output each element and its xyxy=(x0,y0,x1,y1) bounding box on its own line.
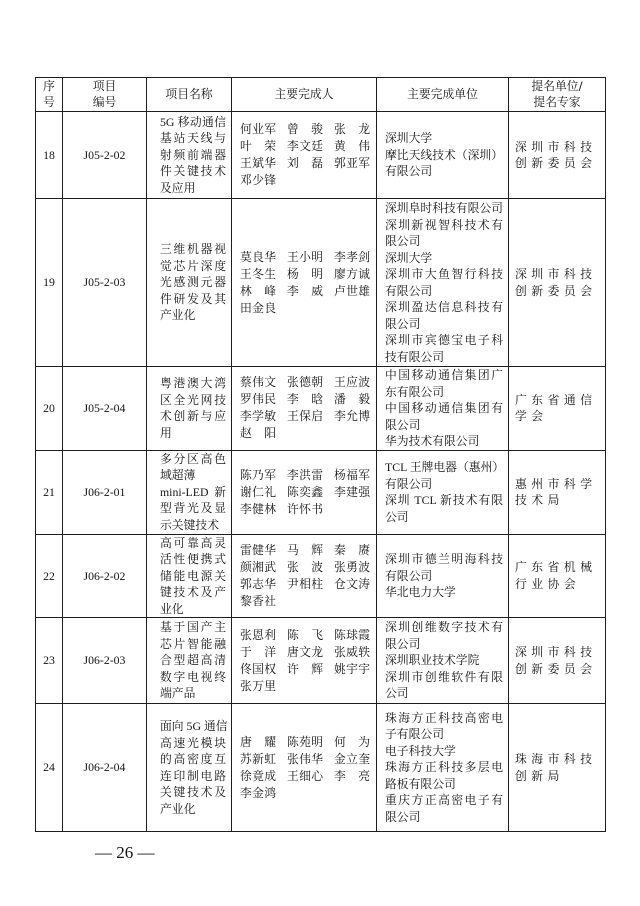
cell-main-contributors xyxy=(232,367,377,451)
table-header-row xyxy=(36,78,606,112)
project-code: J06-2-04 xyxy=(83,760,126,775)
project-name-line: 型背光及显 xyxy=(160,501,226,516)
contributor-name: 颜湘武 xyxy=(240,559,276,574)
project-name-line: 基站天线与 xyxy=(160,131,226,146)
unit-name xyxy=(385,792,503,825)
project-name-line: 芯片智能融 xyxy=(160,636,226,651)
contributor-name: 张威轶 xyxy=(334,644,370,659)
unit-name-line: 珠海方正科技多层电 xyxy=(385,760,503,775)
nominator xyxy=(515,751,599,784)
cell-nominator xyxy=(509,618,606,704)
cell-project-code xyxy=(63,534,147,618)
cell-main-units xyxy=(377,112,509,199)
cell-project-name xyxy=(147,450,232,534)
unit-name xyxy=(385,332,503,365)
project-code: J05-2-02 xyxy=(83,147,126,162)
project-name-line: 连印制电路 xyxy=(160,768,226,783)
unit-name-line: 公司 xyxy=(385,509,409,524)
project-code: J05-2-04 xyxy=(83,401,126,415)
contributor-name: 李建强 xyxy=(334,484,370,499)
header-label-line: 主要完成人 xyxy=(274,86,334,101)
project-name-line: 射频前端器 xyxy=(160,147,226,162)
unit-list xyxy=(385,367,503,450)
nominator-line: 深圳市科技 xyxy=(515,267,597,281)
cell-serial-number xyxy=(36,618,63,704)
project-name-line: 光感测元器 xyxy=(160,275,226,290)
unit-name-line: 有限公司 xyxy=(385,164,433,179)
unit-name xyxy=(385,759,503,792)
contributor-name: 黎香社 xyxy=(240,593,276,608)
cell-main-contributors xyxy=(232,534,377,618)
cell-serial-number xyxy=(36,367,63,451)
contributor-name: 许 辉 xyxy=(287,661,323,676)
project-name-line: 件研发及其 xyxy=(160,291,226,306)
cell-main-units xyxy=(377,534,509,618)
table-row xyxy=(36,367,606,451)
serial-number: 24 xyxy=(43,760,55,775)
header-project-code xyxy=(63,78,147,112)
project-name-line: 示关键技术 xyxy=(160,517,219,532)
nominator-line: 创新局 xyxy=(515,768,564,783)
contributor-list xyxy=(240,542,376,610)
project-name-line: mini-LED 新 xyxy=(160,484,226,499)
header-serial-number xyxy=(36,78,63,112)
contributor-name: 马 辉 xyxy=(287,542,323,557)
nominator-line: 广东省通信 xyxy=(515,392,597,407)
contributor-name: 曾 骏 xyxy=(287,122,323,136)
cell-project-code xyxy=(63,112,147,199)
project-name xyxy=(160,451,226,534)
project-name-line: 端产品 xyxy=(160,686,196,701)
cell-main-contributors xyxy=(232,199,377,367)
contributor-name: 王保启 xyxy=(287,409,323,424)
project-name xyxy=(160,619,226,702)
contributor-name: 郭志华 xyxy=(240,576,276,591)
contributor-name: 赵 阳 xyxy=(240,426,276,441)
contributor-name: 张勇波 xyxy=(334,559,370,574)
nominator xyxy=(515,139,599,172)
unit-name-line: 子有限公司 xyxy=(385,727,444,742)
unit-name xyxy=(385,492,503,525)
serial-number: 19 xyxy=(43,275,55,290)
contributor-name: 邓少锋 xyxy=(240,173,276,187)
unit-name-line: 重庆方正高密电子有 xyxy=(385,793,503,808)
unit-name-line: 深圳市创维软件有限 xyxy=(385,669,503,684)
contributor-name: 卢世雄 xyxy=(334,283,370,298)
unit-name-line: 技有限公司 xyxy=(385,349,444,364)
header-label-line: 项目名称 xyxy=(165,86,213,101)
unit-name xyxy=(385,584,503,601)
unit-name xyxy=(385,367,503,400)
table-row xyxy=(36,199,606,367)
page-number: — 26 — xyxy=(95,843,155,862)
unit-name-line: 限公司 xyxy=(385,636,421,651)
header-label-line: 主要完成单位 xyxy=(407,86,478,101)
nominator-line: 深圳市科技 xyxy=(515,139,597,154)
project-name-line: 三维机器视 xyxy=(160,242,226,257)
unit-name-line: TCL 王牌电器（惠州） xyxy=(385,460,505,474)
contributor-name: 佟国权 xyxy=(240,661,276,676)
contributor-name: 何 为 xyxy=(334,734,370,749)
header-label-line: 项目 xyxy=(92,79,117,93)
contributor-name: 尹相柱 xyxy=(287,576,323,591)
contributor-name: 李文廷 xyxy=(287,139,323,153)
project-name-line: 合型超高清 xyxy=(160,653,226,668)
unit-name-line: 华为技术有限公司 xyxy=(385,434,480,448)
contributor-name: 陈奕鑫 xyxy=(287,484,323,499)
contributor-name: 蔡伟文 xyxy=(240,375,276,390)
unit-name-line: 深圳市宾德宝电子科 xyxy=(385,333,503,347)
table-row xyxy=(36,450,606,534)
contributor-name: 李 晗 xyxy=(287,392,323,407)
cell-nominator xyxy=(509,534,606,618)
nominator-line: 创新委员会 xyxy=(515,283,597,298)
contributor-name: 李 亮 xyxy=(334,768,370,783)
nominator-line: 珠海市科技 xyxy=(515,752,597,766)
header-label-line: 提名单位/ xyxy=(531,79,583,93)
contributor-list xyxy=(240,734,376,802)
cell-main-units xyxy=(377,704,509,832)
header-label-line: 编号 xyxy=(92,94,117,109)
project-name-line: 键技术及产 xyxy=(160,585,226,599)
contributor-name: 秦 赓 xyxy=(334,542,370,557)
contributor-name: 何业军 xyxy=(240,122,276,136)
nominator-line: 深圳市科技 xyxy=(515,645,597,659)
cell-project-code xyxy=(63,704,147,832)
cell-serial-number xyxy=(36,450,63,534)
nominator-line: 学会 xyxy=(515,409,548,424)
project-code: J06-2-01 xyxy=(83,484,126,499)
unit-name xyxy=(385,266,503,299)
contributor-name: 于 洋 xyxy=(240,644,276,659)
unit-name xyxy=(385,433,503,450)
contributor-name: 苏新虹 xyxy=(240,751,276,766)
contributor-name: 张恩利 xyxy=(240,627,276,642)
nominator-line: 创新委员会 xyxy=(515,661,597,676)
unit-name-line: 中国移动通信集团广 xyxy=(385,368,503,382)
cell-project-code xyxy=(63,618,147,704)
contributor-name: 郭亚军 xyxy=(334,156,370,170)
cell-serial-number xyxy=(36,534,63,618)
contributor-list xyxy=(240,627,376,695)
project-name-line: 高速光模块 xyxy=(160,735,226,750)
project-name-line: 粤港澳大湾 xyxy=(160,376,226,391)
unit-name xyxy=(385,147,503,180)
cell-project-name xyxy=(147,199,232,367)
nominator xyxy=(515,392,599,425)
unit-name-line: 深圳市大鱼智行科技 xyxy=(385,267,503,281)
contributor-name: 陈 飞 xyxy=(287,627,323,642)
contributor-name: 唐 耀 xyxy=(240,734,276,749)
contributor-name: 李允博 xyxy=(334,409,370,424)
project-name-line: 储能电源关 xyxy=(160,568,226,583)
contributor-name: 李 威 xyxy=(287,283,323,298)
contributor-name: 田金良 xyxy=(240,300,276,315)
contributor-name: 谢仁礼 xyxy=(240,484,276,499)
nominator-line: 技术局 xyxy=(515,493,564,507)
nominator xyxy=(515,644,599,677)
header-label-line: 提名专家 xyxy=(533,94,581,109)
cell-serial-number xyxy=(36,704,63,832)
contributor-name: 张 龙 xyxy=(334,122,370,136)
project-name-line: 5G 移动通信 xyxy=(160,114,226,129)
contributor-name: 李金鸿 xyxy=(240,785,276,800)
contributor-list xyxy=(240,249,376,317)
project-name-line: 业化 xyxy=(160,601,184,616)
unit-name xyxy=(385,551,503,584)
project-code: J06-2-02 xyxy=(83,568,126,583)
contributor-name: 张 波 xyxy=(287,559,323,574)
cell-nominator xyxy=(509,704,606,832)
header-project-name xyxy=(147,78,232,112)
nominator-line: 惠州市科学 xyxy=(515,476,597,491)
project-name-line: 活性便携式 xyxy=(160,552,226,566)
serial-number: 18 xyxy=(43,147,55,162)
cell-project-code xyxy=(63,367,147,451)
contributor-name: 雷健华 xyxy=(240,542,276,557)
unit-name-line: 深圳盈达信息科技有 xyxy=(385,300,503,314)
contributor-name: 廖方诚 xyxy=(334,266,370,281)
contributor-name: 杨 明 xyxy=(287,266,323,281)
unit-name-line: 限公司 xyxy=(385,234,421,248)
contributor-name: 杨福军 xyxy=(334,467,370,482)
table-body xyxy=(36,112,606,832)
project-name xyxy=(160,241,226,324)
nominator xyxy=(515,266,599,299)
nominator xyxy=(515,476,599,509)
unit-name xyxy=(385,130,503,147)
contributor-name: 李孝剑 xyxy=(334,249,370,264)
header-label-line: 号 xyxy=(43,94,55,109)
serial-number: 22 xyxy=(43,568,55,583)
cell-project-name xyxy=(147,704,232,832)
unit-name xyxy=(385,652,503,669)
unit-name-line: 路板有限公司 xyxy=(385,776,456,791)
cell-main-contributors xyxy=(232,450,377,534)
unit-name-line: 深圳新视智科技术有 xyxy=(385,217,503,232)
table-header xyxy=(36,78,606,112)
unit-name xyxy=(385,299,503,332)
unit-name xyxy=(385,710,503,743)
unit-name-line: 深圳职业技术学院 xyxy=(385,653,480,668)
contributor-name: 王冬生 xyxy=(240,266,276,281)
unit-name-line: 限公司 xyxy=(385,316,421,331)
cell-project-name xyxy=(147,112,232,199)
contributor-name: 许怀书 xyxy=(287,501,323,516)
unit-name xyxy=(385,200,503,217)
unit-name-line: 深圳市德兰明海科技 xyxy=(385,552,503,566)
unit-name-line: 摩比天线技术（深圳） xyxy=(385,147,503,162)
unit-name-line: 限公司 xyxy=(385,809,421,824)
cell-main-units xyxy=(377,450,509,534)
unit-name-line: 有限公司 xyxy=(385,476,433,491)
unit-name xyxy=(385,250,503,267)
contributor-name: 王小明 xyxy=(287,249,323,264)
serial-number: 23 xyxy=(43,653,55,668)
project-name-line: 数字电视终 xyxy=(160,669,226,684)
project-code: J05-2-03 xyxy=(83,275,126,290)
project-name-line: 的高密度互 xyxy=(160,752,226,766)
project-name xyxy=(160,718,226,817)
contributor-name: 陈苑明 xyxy=(287,734,323,749)
unit-name xyxy=(385,400,503,433)
cell-project-name xyxy=(147,367,232,451)
unit-name-line: 中国移动通信集团有 xyxy=(385,401,503,415)
table-row xyxy=(36,534,606,618)
contributor-name: 姚宇宇 xyxy=(334,661,370,676)
contributor-list xyxy=(240,121,376,189)
project-name-line: 域超薄 xyxy=(160,468,196,483)
cell-nominator xyxy=(509,450,606,534)
table-row xyxy=(36,112,606,199)
project-name-line: 高可靠高灵 xyxy=(160,535,226,550)
table-row xyxy=(36,618,606,704)
nominator xyxy=(515,559,599,592)
contributor-list xyxy=(240,374,376,442)
unit-list xyxy=(385,619,503,702)
contributor-name: 张伟华 xyxy=(287,751,323,766)
contributor-name: 唐文龙 xyxy=(287,644,323,659)
unit-list xyxy=(385,130,503,180)
contributor-name: 王斌华 xyxy=(240,156,276,170)
unit-list xyxy=(385,459,503,525)
cell-nominator xyxy=(509,367,606,451)
contributor-name: 王细心 xyxy=(287,768,323,783)
unit-list xyxy=(385,200,503,365)
unit-name-line: 有限公司 xyxy=(385,568,433,583)
project-name-line: 产业化 xyxy=(160,308,196,323)
cell-serial-number xyxy=(36,112,63,199)
serial-number: 20 xyxy=(43,401,55,415)
unit-name-line: 深圳创维数字技术有 xyxy=(385,620,503,635)
contributor-name: 李学敏 xyxy=(240,409,276,424)
unit-list xyxy=(385,551,503,601)
cell-nominator xyxy=(509,112,606,199)
table-row xyxy=(36,704,606,832)
project-name-line: 术创新与应 xyxy=(160,409,226,424)
cell-project-code xyxy=(63,450,147,534)
cell-project-name xyxy=(147,618,232,704)
unit-name xyxy=(385,619,503,652)
contributor-name: 林 峰 xyxy=(240,283,276,298)
project-name-line: 觉芯片深度 xyxy=(160,258,226,273)
project-name-line: 多分区高色 xyxy=(160,451,226,466)
unit-name-line: 深圳大学 xyxy=(385,250,433,265)
unit-name xyxy=(385,669,503,702)
contributor-name: 金立奎 xyxy=(334,751,370,766)
project-name-line: 基于国产主 xyxy=(160,620,226,635)
cell-project-code xyxy=(63,199,147,367)
contributor-name: 罗伟民 xyxy=(240,392,276,407)
project-name-line: 产业化 xyxy=(160,801,196,816)
cell-main-units xyxy=(377,367,509,451)
contributor-name: 仓文涛 xyxy=(334,576,370,591)
cell-main-contributors xyxy=(232,112,377,199)
project-name-line: 区全光网技 xyxy=(160,392,226,407)
project-name-line: 及应用 xyxy=(160,180,196,195)
contributor-name: 李洪雷 xyxy=(287,467,323,482)
unit-name-line: 公司 xyxy=(385,686,409,701)
cell-main-units xyxy=(377,618,509,704)
cell-main-contributors xyxy=(232,618,377,704)
header-main-units xyxy=(377,78,509,112)
unit-name-line: 有限公司 xyxy=(385,283,433,298)
cell-nominator xyxy=(509,199,606,367)
cell-project-name xyxy=(147,534,232,618)
contributor-name: 刘 磊 xyxy=(287,156,323,170)
contributor-name: 陈乃军 xyxy=(240,467,276,482)
unit-name-line: 深圳 TCL 新技术有限 xyxy=(385,493,503,507)
contributor-name: 李健林 xyxy=(240,501,276,516)
contributor-name: 黄 伟 xyxy=(334,139,370,153)
unit-list xyxy=(385,710,503,826)
project-name-line: 关键技术及 xyxy=(160,785,226,799)
project-name-line: 面向 5G 通信 xyxy=(160,719,228,733)
unit-name-line: 珠海方正科技高密电 xyxy=(385,710,503,725)
nominator-line: 创新委员会 xyxy=(515,156,597,170)
unit-name-line: 深圳大学 xyxy=(385,131,433,146)
unit-name-line: 深圳阜时科技有限公司 xyxy=(385,201,503,215)
unit-name-line: 东有限公司 xyxy=(385,384,444,399)
unit-name xyxy=(385,459,503,492)
nominator-line: 行业协会 xyxy=(515,576,581,591)
unit-name-line: 限公司 xyxy=(385,417,421,432)
unit-name-line: 华北电力大学 xyxy=(385,585,456,599)
contributor-name: 叶 荣 xyxy=(240,139,276,153)
nominator-line: 广东省机械 xyxy=(515,560,597,575)
contributor-name: 徐竟成 xyxy=(240,768,276,783)
cell-main-units xyxy=(377,199,509,367)
award-project-table xyxy=(35,77,606,832)
contributor-list xyxy=(240,467,376,518)
contributor-name: 张万里 xyxy=(240,678,276,693)
serial-number: 21 xyxy=(43,484,55,499)
contributor-name: 潘 毅 xyxy=(334,392,370,407)
project-name-line: 件关键技术 xyxy=(160,164,226,179)
project-name xyxy=(160,114,226,197)
contributor-name: 陈球霞 xyxy=(334,627,370,642)
project-name xyxy=(160,535,226,618)
contributor-name: 王应波 xyxy=(334,375,370,390)
cell-serial-number xyxy=(36,199,63,367)
header-nominator xyxy=(509,78,606,112)
project-name xyxy=(160,375,226,441)
contributor-name: 莫良华 xyxy=(240,249,276,264)
cell-main-contributors xyxy=(232,704,377,832)
unit-name xyxy=(385,743,503,760)
project-code: J06-2-03 xyxy=(83,653,126,668)
header-label-line: 序 xyxy=(43,79,55,93)
unit-name-line: 电子科技大学 xyxy=(385,743,456,758)
unit-name xyxy=(385,217,503,250)
project-name-line: 用 xyxy=(160,425,172,440)
contributor-name: 张德朝 xyxy=(287,375,323,390)
header-main-contributors xyxy=(232,78,377,112)
